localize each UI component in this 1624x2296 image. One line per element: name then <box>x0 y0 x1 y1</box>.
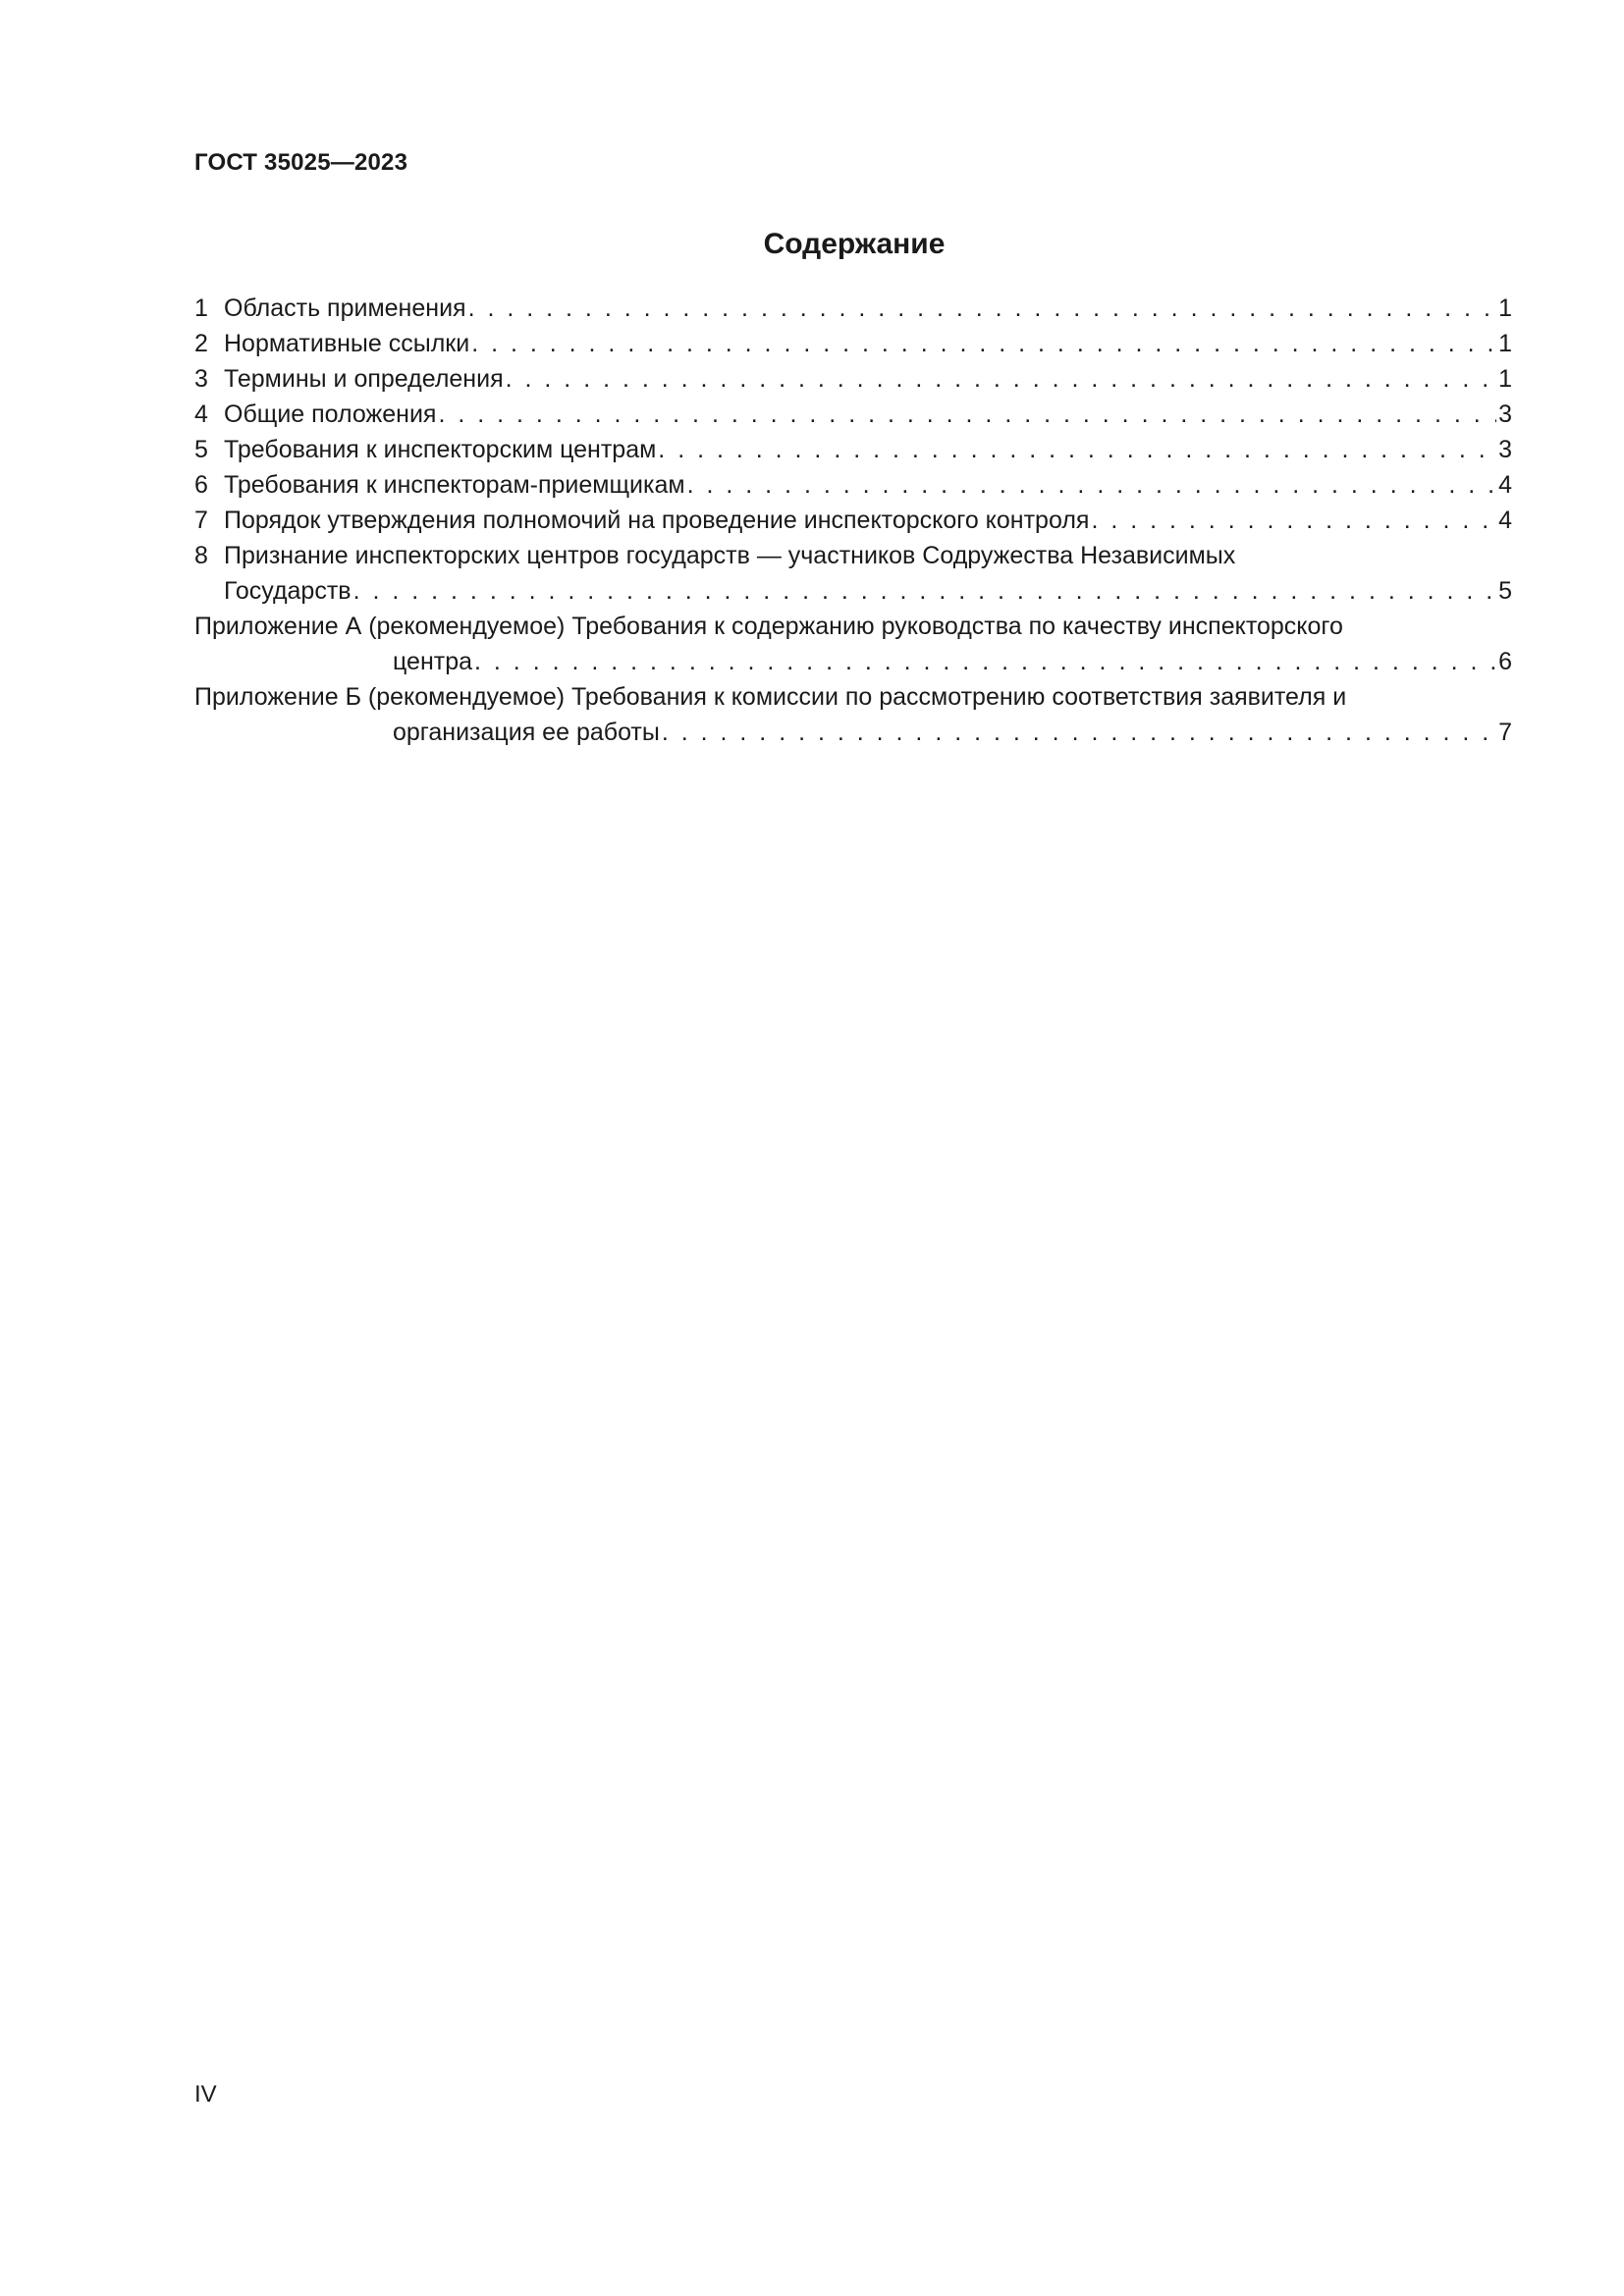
toc-appendix-a-line-2[interactable] <box>194 644 1512 679</box>
toc-entry-8-line-2[interactable] <box>194 573 1512 609</box>
toc-entry-number: 8 <box>194 542 208 569</box>
toc-entry-title: Порядок утверждения полномочий на проведение инспекторского контроля <box>224 507 1090 534</box>
toc-leader-dots <box>474 644 1496 679</box>
toc-entry-page: 5 <box>1498 577 1512 605</box>
toc-entry-5[interactable] <box>194 432 1512 467</box>
toc-entry-page: 7 <box>1498 719 1512 746</box>
toc-appendix-b-line-2[interactable] <box>194 715 1512 750</box>
document-code: ГОСТ 35025—2023 <box>194 149 408 176</box>
toc-entry-number: 6 <box>194 471 208 499</box>
toc-entry-title: Термины и определения <box>224 365 504 393</box>
toc-appendix-title: Приложение Б (рекомендуемое) Требования к комиссии по рассмотрению соответствия заявителя и <box>194 683 1347 711</box>
toc-entry-number: 7 <box>194 507 208 534</box>
toc-entry-title: Общие положения <box>224 400 437 428</box>
toc-entry-title-continued: Государств <box>224 577 352 605</box>
toc-entry-page: 3 <box>1498 400 1512 428</box>
toc-leader-dots <box>468 291 1497 326</box>
page-number: IV <box>194 2081 217 2108</box>
toc-leader-dots <box>506 361 1496 397</box>
toc-entry-page: 4 <box>1498 471 1512 499</box>
toc-entry-title: Нормативные ссылки <box>224 330 470 357</box>
toc-entry-title: Область применения <box>224 294 466 322</box>
toc-title: Содержание <box>763 228 946 260</box>
toc-entry-1[interactable] <box>194 291 1512 326</box>
toc-leader-dots <box>471 326 1496 361</box>
toc-entry-8-line-1[interactable] <box>194 538 1512 573</box>
toc-entry-number: 3 <box>194 365 208 393</box>
toc-leader-dots <box>658 432 1496 467</box>
toc-entry-3[interactable] <box>194 361 1512 397</box>
toc-leader-dots <box>438 397 1496 432</box>
toc-appendix-title: Приложение А (рекомендуемое) Требования к содержанию руководства по качеству инспекторского <box>194 613 1343 640</box>
toc-entry-page: 1 <box>1498 294 1512 322</box>
toc-leader-dots <box>662 715 1496 750</box>
toc-appendix-title-continued: центра <box>393 648 473 675</box>
toc-entry-page: 3 <box>1498 436 1512 463</box>
toc-entry-page: 6 <box>1498 648 1512 675</box>
toc-entry-4[interactable] <box>194 397 1512 432</box>
toc-appendix-title-continued: организация ее работы <box>393 719 660 746</box>
table-of-contents <box>194 291 1512 750</box>
toc-appendix-a-line-1[interactable] <box>194 609 1512 644</box>
toc-entry-number: 5 <box>194 436 208 463</box>
toc-entry-page: 4 <box>1498 507 1512 534</box>
toc-entry-title: Требования к инспекторам-приемщикам <box>224 471 685 499</box>
toc-entry-page: 1 <box>1498 330 1512 357</box>
toc-entry-number: 4 <box>194 400 208 428</box>
toc-leader-dots <box>353 573 1497 609</box>
toc-leader-dots <box>1091 503 1496 538</box>
toc-entry-7[interactable] <box>194 503 1512 538</box>
toc-entry-title: Признание инспекторских центров государств — участников Содружества Независимых <box>224 542 1236 569</box>
toc-entry-title: Требования к инспекторским центрам <box>224 436 657 463</box>
toc-appendix-b-line-1[interactable] <box>194 679 1512 715</box>
toc-entry-2[interactable] <box>194 326 1512 361</box>
toc-entry-number: 1 <box>194 294 208 322</box>
toc-entry-number: 2 <box>194 330 208 357</box>
toc-entry-6[interactable] <box>194 467 1512 503</box>
toc-leader-dots <box>687 467 1497 503</box>
toc-entry-page: 1 <box>1498 365 1512 393</box>
